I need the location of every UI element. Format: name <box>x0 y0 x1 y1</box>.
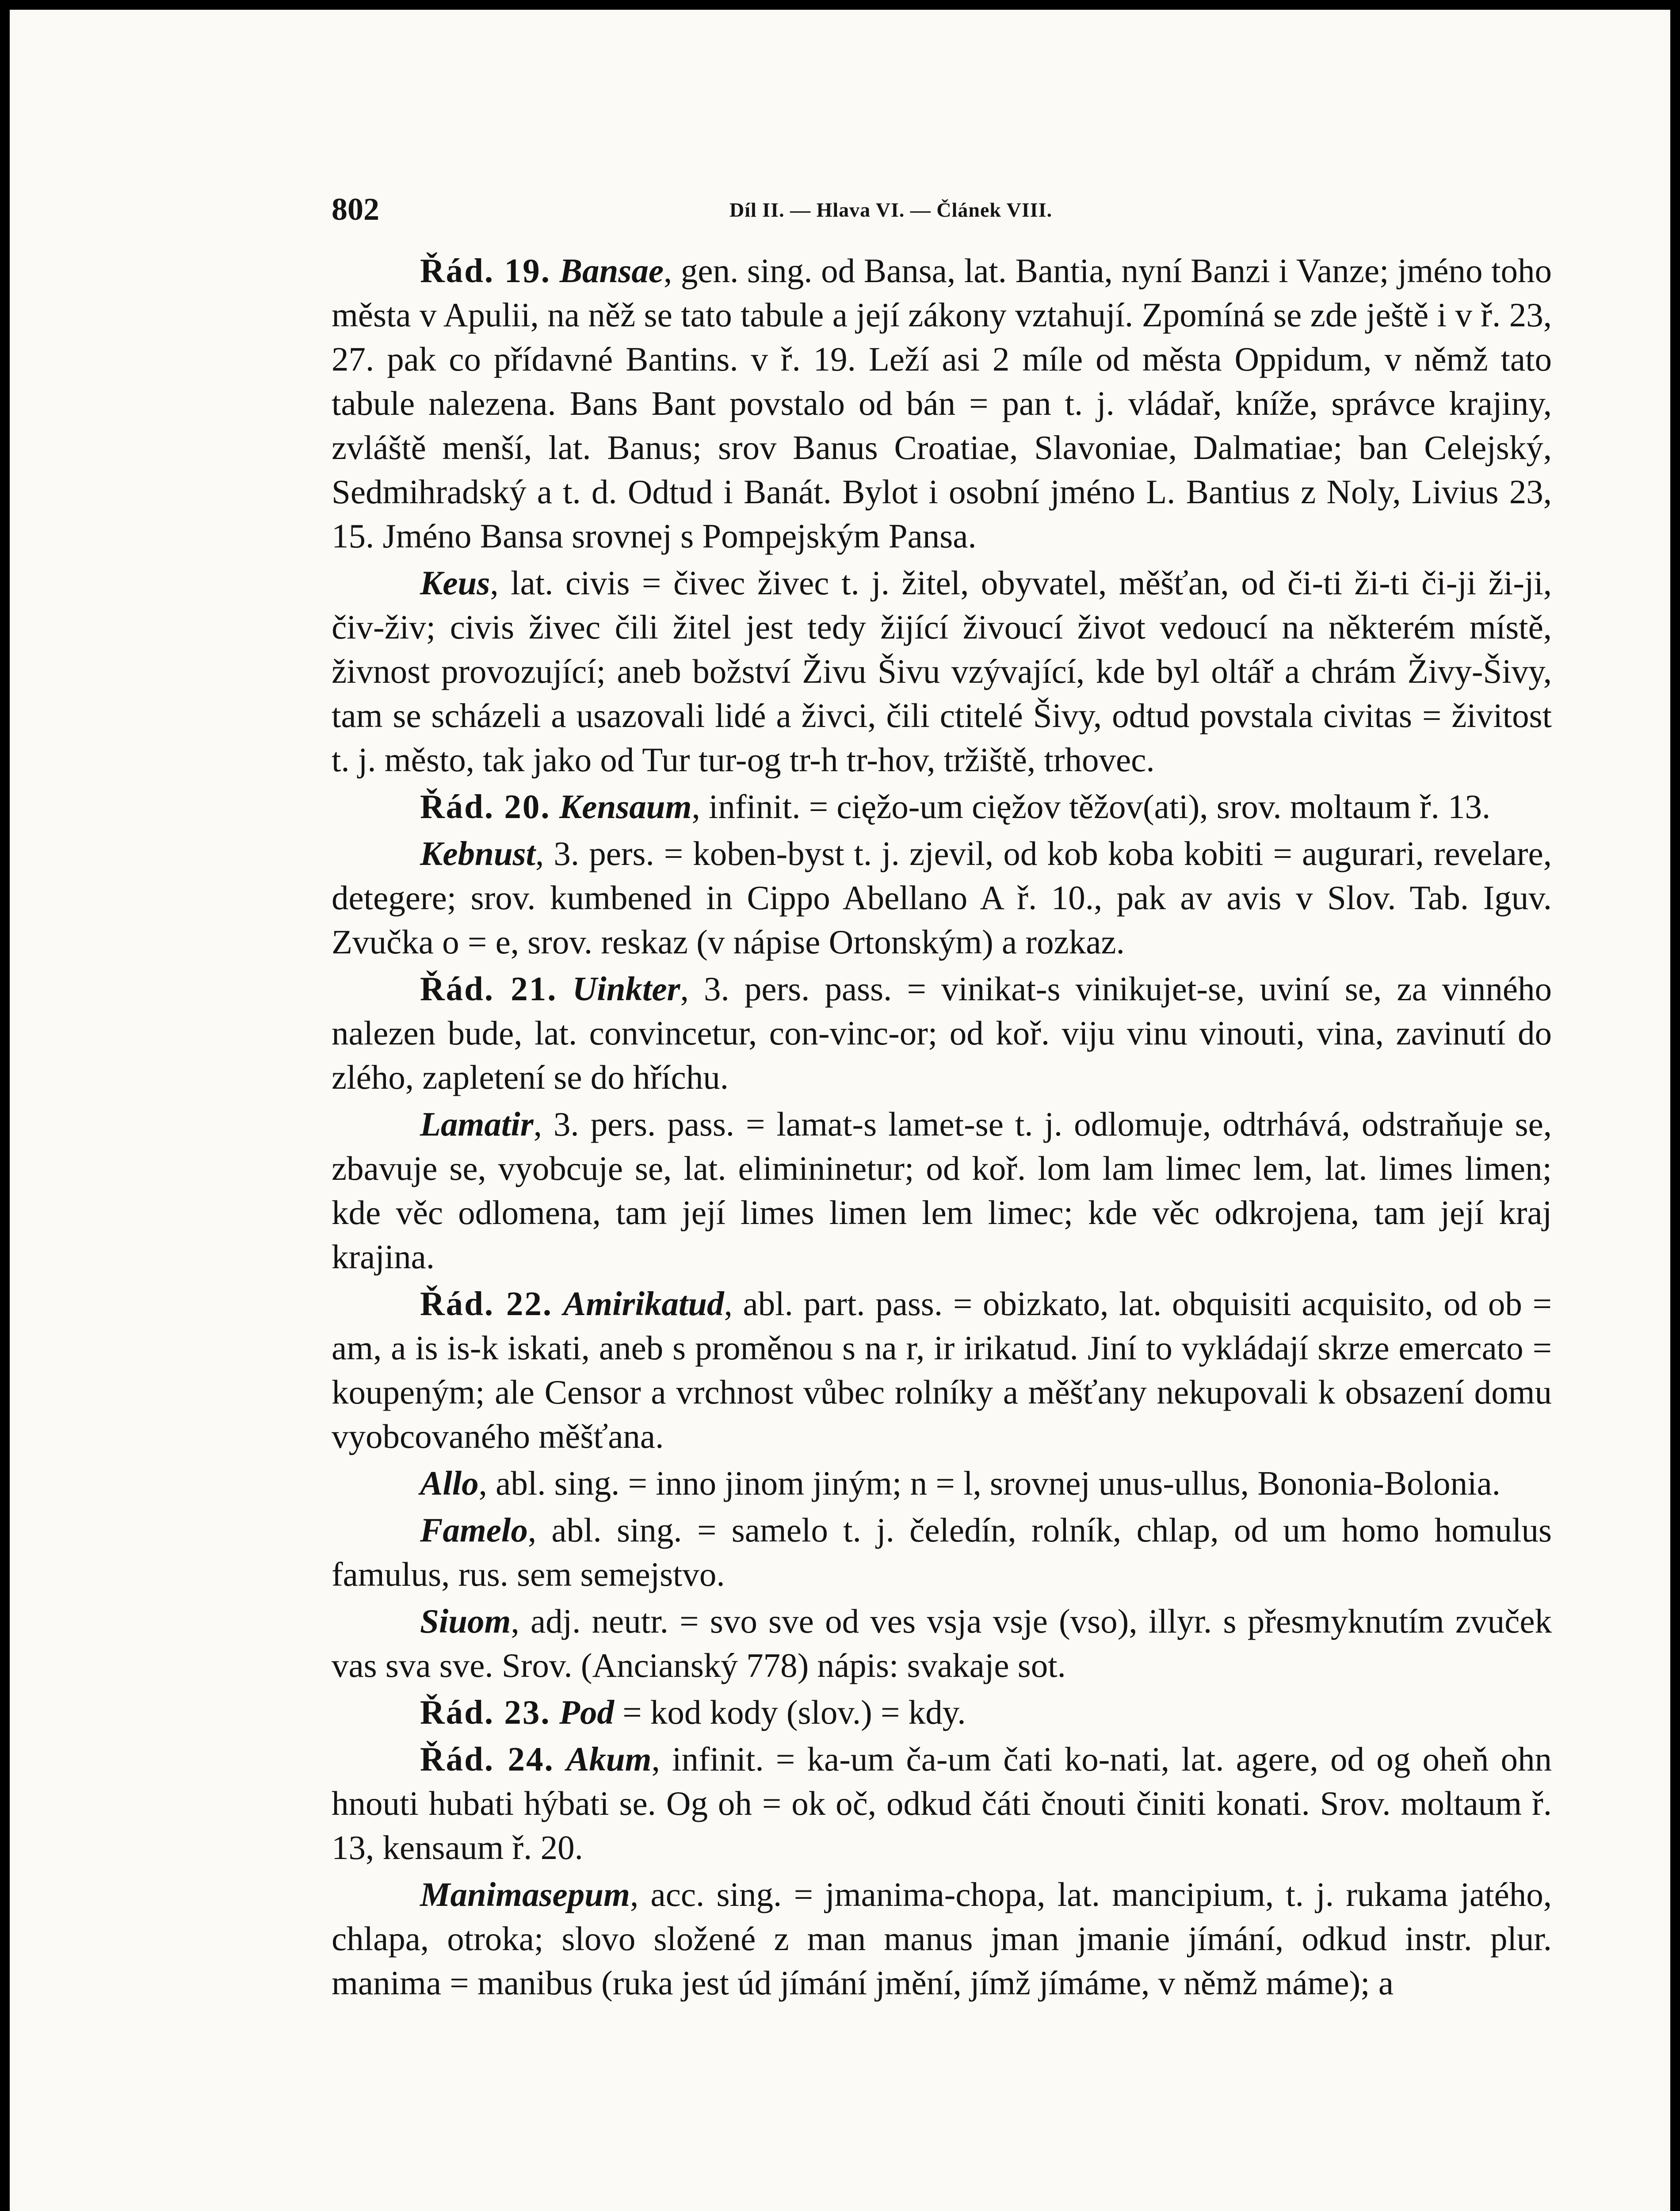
term: Siuom <box>420 1602 511 1640</box>
book-page <box>10 10 1670 2211</box>
term: Pod <box>559 1693 614 1731</box>
paragraph-text: , 3. pers. pass. = vinikat-s vinikujet-se, uviní se, za vinného nalezen bude, lat. convincetur, con-vinc-or; od koř. viju vinu vinouti, vina, zavinutí do zlého, zapletení se do hříchu. <box>332 970 1552 1096</box>
line-reference: Řád. 21. <box>420 970 557 1008</box>
line-reference: Řád. 23. <box>420 1693 551 1731</box>
term: Kensaum <box>559 788 692 826</box>
paragraph <box>332 1872 1552 2005</box>
page-header <box>332 191 1552 240</box>
paragraph-text: , abl. sing. = samelo t. j. čeledín, rolník, chlap, od um homo homulus famulus, rus. sem semejstvo. <box>332 1511 1552 1593</box>
paragraph-text: , 3. pers. pass. = lamat-s lamet-se t. j. odlomuje, odtrhává, odstraňuje se, zbavuje se, vyobcuje se, lat. elimininetur; od koř. lom lam limec lem, lat. limes limen; kde věc odlomena, tam její limes limen lem limec; kde věc odkrojena, tam její kraj krajina. <box>332 1105 1552 1276</box>
term: Allo <box>420 1464 479 1502</box>
paragraph <box>332 1599 1552 1687</box>
paragraph <box>332 1690 1552 1734</box>
paragraph <box>332 1102 1552 1279</box>
page-number: 802 <box>332 191 379 227</box>
term: Bansae <box>559 252 664 290</box>
paragraph <box>332 1737 1552 1870</box>
term: Manimasepum <box>420 1875 630 1913</box>
term: Amirikatud <box>563 1285 724 1323</box>
paragraph-text: , abl. sing. = inno jinom jiným; n = l, srovnej unus-ullus, Bononia-Bolonia. <box>478 1464 1501 1502</box>
paragraph <box>332 831 1552 964</box>
paragraph <box>332 1461 1552 1505</box>
paragraph <box>332 967 1552 1099</box>
paragraph-text: , lat. civis = čivec živec t. j. žitel, obyvatel, měšťan, od či-ti ži-ti či-ji ži-ji, čiv-živ; civis živec čili žitel jest tedy žijící živoucí život vedoucí na některém místě, živnost provozující; aneb božství Živu Šivu vzývající, kde byl oltář a chrám Živy-Šivy, tam se scházeli a usazovali lidé a živci, čili ctitelé Šivy, odtud povstala civitas = živitost t. j. město, tak jako od Tur tur-og tr-h tr-hov, tržiště, trhovec. <box>332 564 1552 779</box>
paragraph <box>332 784 1552 829</box>
line-reference: Řád. 19. <box>420 252 551 290</box>
paragraph-text: , 3. pers. = koben-byst t. j. zjevil, od kob koba kobiti = augurari, revelare, detegere; srov. kumbened in Cippo Abellano A ř. 10., pak av avis v Slov. Tab. Iguv. Zvučka o = e, srov. reskaz (v nápise Ortonským) a rozkaz. <box>332 834 1552 961</box>
running-head: Díl II. — Hlava VI. — Článek VIII. <box>729 199 1053 221</box>
paragraph <box>332 249 1552 558</box>
term: Lamatir <box>420 1105 534 1143</box>
paragraph-text: = kod kody (slov.) = kdy. <box>614 1693 966 1731</box>
term: Uinkter <box>572 970 680 1008</box>
paragraph-text: , infinit. = cięžo-um cięžov těžov(ati), srov. moltaum ř. 13. <box>691 788 1491 826</box>
term: Akum <box>566 1740 652 1778</box>
term: Keus <box>420 564 490 602</box>
paragraph <box>332 1508 1552 1596</box>
line-reference: Řád. 24. <box>420 1740 554 1778</box>
line-reference: Řád. 22. <box>420 1285 553 1323</box>
term: Kebnust <box>420 834 536 872</box>
paragraph <box>332 561 1552 782</box>
paragraph-text: , acc. sing. = jmanima-chopa, lat. mancipium, t. j. rukama jatého, chlapa, otroka; slovo složené z man manus jman jmanie jímání, odkud instr. plur. manima = manibus (ruka jest úd jímání jmění, jímž jímáme, v němž máme); a <box>332 1875 1552 2002</box>
line-reference: Řád. 20. <box>420 788 551 826</box>
paragraph-text: , abl. part. pass. = obizkato, lat. obquisiti acquisito, od ob = am, a is is-k iskati, aneb s proměnou s na r, ir irikatud. Jiní to vykládají skrze emercato = koupeným; ale Censor a vrchnost vůbec rolníky a měšťany nekupovali k obsazení domu vyobcovaného měšťana. <box>332 1285 1552 1455</box>
paragraph-text: , adj. neutr. = svo sve od ves vsja vsje (vso), illyr. s přesmyknutím zvuček vas sva sve. Srov. (Ancianský 778) nápis: svakaje sot. <box>332 1602 1552 1684</box>
term: Famelo <box>420 1511 528 1549</box>
page-body <box>332 249 1552 2008</box>
paragraph-text: , gen. sing. od Bansa, lat. Bantia, nyní Banzi i Vanze; jméno toho města v Apulii, na něž se tato tabule a její zákony vztahují. Zpomíná se zde ještě i v ř. 23, 27. pak co přídavné Bantins. v ř. 19. Leží asi 2 míle od města Oppidum, v němž tato tabule nalezena. Bans Bant povstalo od bán = pan t. j. vládař, kníže, správce krajiny, zvláště menší, lat. Banus; srov Banus Croatiae, Slavoniae, Dalmatiae; ban Celejský, Sedmihradský a t. d. Odtud i Banát. Bylot i osobní jméno L. Bantius z Noly, Livius 23, 15. Jméno Bansa srovnej s Pompejským Pansa. <box>332 252 1552 555</box>
paragraph-text: , infinit. = ka-um ča-um čati ko-nati, lat. agere, od og oheň ohn hnouti hubati hýbati se. Og oh = ok oč, odkud čáti čnouti činiti konati. Srov. moltaum ř. 13, kensaum ř. 20. <box>332 1740 1552 1867</box>
paragraph <box>332 1281 1552 1458</box>
